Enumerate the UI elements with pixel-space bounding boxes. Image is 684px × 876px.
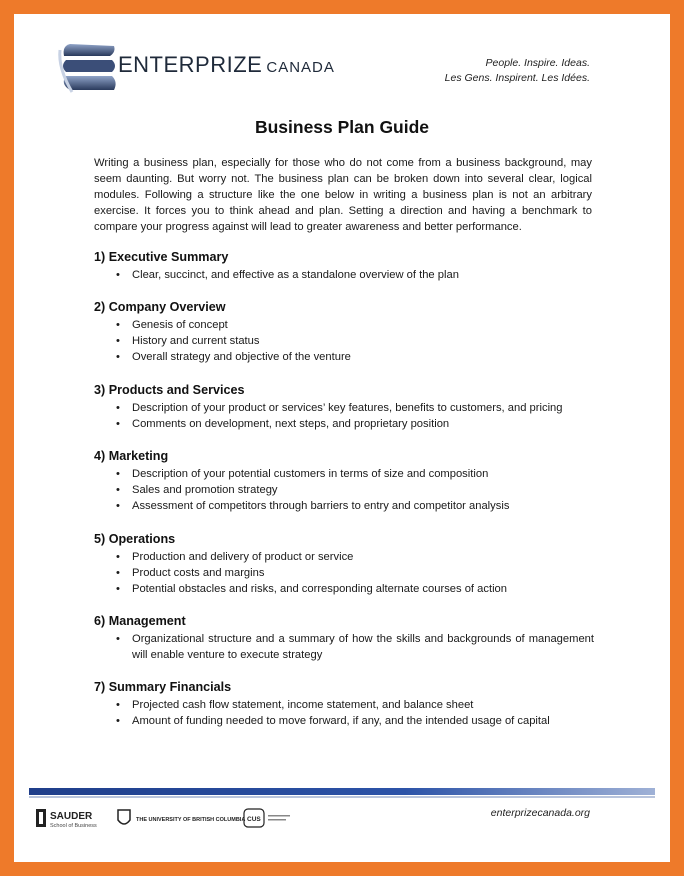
section-management	[94, 613, 594, 663]
partner-logo-strip	[36, 806, 336, 832]
intro-paragraph: Writing a business plan, especially for those who do not come from a business background, may seem daunting. But worry not. The business plan can be broken down into several clear, logical modules. Following a structure like the one below in writing a business plan is not an arbitrary exercise. It forces you to think ahead and plan. Setting a direction and having a benchmark to compare your progress against will lead to greater awareness and better performance.	[94, 157, 592, 233]
list-item: • Sales and promotion strategy	[116, 484, 278, 496]
section-heading: 5) Operations	[94, 532, 176, 546]
brand-wordmark	[118, 52, 335, 78]
bullet-icon: •	[116, 351, 120, 363]
bullet-icon: •	[116, 699, 120, 711]
bullet-list	[94, 400, 594, 432]
bullet-icon: •	[116, 567, 120, 579]
bullet-icon: •	[116, 633, 120, 645]
footer-rule-band	[29, 788, 655, 800]
sauder-logo-text: SAUDER	[50, 811, 93, 822]
enterprize-logo-mark	[56, 38, 126, 98]
section-heading: 6) Management	[94, 614, 186, 628]
section-marketing	[94, 448, 594, 514]
bullet-list	[94, 267, 594, 283]
tagline	[445, 56, 590, 86]
page-title: Business Plan Guide	[254, 117, 430, 137]
bullet-list	[94, 549, 594, 597]
tagline-english: People. Inspire. Ideas.	[485, 57, 590, 69]
bullet-list	[94, 697, 594, 729]
list-item: • Amount of funding needed to move forward, if any, and the intended usage of capital	[116, 715, 550, 727]
section-heading: 4) Marketing	[94, 449, 169, 463]
list-item: • Description of your potential customers in terms of size and composition	[116, 468, 489, 480]
bullet-icon: •	[116, 500, 120, 512]
bullet-list	[94, 466, 594, 514]
list-item: • History and current status	[116, 335, 260, 347]
bullet-icon: •	[116, 715, 120, 727]
bullet-icon: •	[116, 468, 120, 480]
section-executive-summary	[94, 249, 594, 283]
section-heading: 7) Summary Financials	[94, 680, 232, 694]
section-heading: 3) Products and Services	[94, 383, 245, 397]
document-page	[14, 14, 670, 862]
section-heading: 2) Company Overview	[94, 300, 226, 314]
section-summary-financials	[94, 679, 594, 729]
bullet-icon: •	[116, 319, 120, 331]
section-heading: 1) Executive Summary	[94, 250, 229, 264]
list-item: • Description of your product or services’ key features, benefits to customers, and pricing	[116, 402, 563, 414]
tagline-french: Les Gens. Inspirent. Les Idées.	[444, 72, 590, 84]
list-item: • Product costs and margins	[116, 567, 265, 579]
list-item: • Potential obstacles and risks, and corresponding alternate courses of action	[116, 583, 507, 595]
bullet-icon: •	[116, 551, 120, 563]
brand-main: ENTERPRIZE	[118, 52, 263, 77]
bullet-icon: •	[116, 583, 120, 595]
section-operations	[94, 531, 594, 597]
bullet-list	[94, 631, 594, 663]
list-item: • Overall strategy and objective of the venture	[116, 351, 351, 363]
bullet-list	[94, 317, 594, 365]
bullet-icon: •	[116, 484, 120, 496]
brand-sub: CANADA	[266, 59, 335, 76]
ubc-logo-text: THE UNIVERSITY OF BRITISH COLUMBIA	[136, 817, 246, 823]
list-item: • Comments on development, next steps, and proprietary position	[116, 418, 450, 430]
footer-partner-logos	[36, 806, 336, 832]
bullet-icon: •	[116, 418, 120, 430]
enterprize-logo	[56, 38, 336, 98]
list-item: • Organizational structure and a summary of how the skills and backgrounds of management will enable venture to execute strategy	[116, 633, 594, 661]
section-company-overview	[94, 299, 594, 365]
section-products-services	[94, 382, 594, 432]
list-item: • Projected cash flow statement, income statement, and balance sheet	[116, 699, 474, 711]
cus-logo-text: CUS	[247, 816, 261, 823]
sauder-logo-subtext: School of Business	[50, 823, 97, 829]
bullet-icon: •	[116, 335, 120, 347]
list-item: • Assessment of competitors through barriers to entry and competitor analysis	[116, 500, 510, 512]
bullet-icon: •	[116, 269, 120, 281]
website-link[interactable]: enterprizecanada.org	[490, 807, 590, 819]
list-item: • Production and delivery of product or service	[116, 551, 354, 563]
bullet-icon: •	[116, 402, 120, 414]
list-item: • Genesis of concept	[116, 319, 228, 331]
list-item: • Clear, succinct, and effective as a standalone overview of the plan	[116, 269, 459, 281]
